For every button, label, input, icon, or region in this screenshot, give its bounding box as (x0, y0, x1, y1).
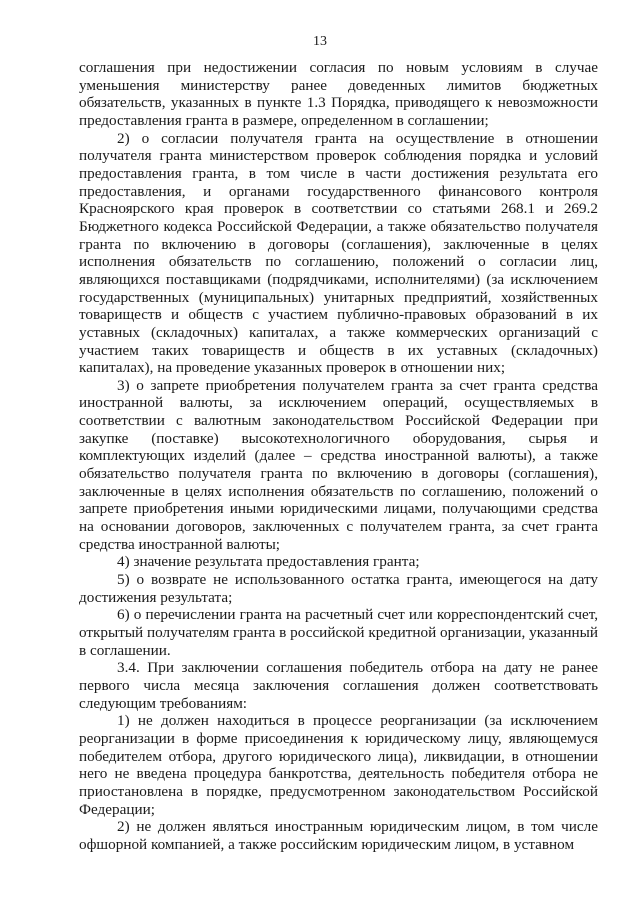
paragraph-item-2-audit-consent: 2) о согласии получателя гранта на осуществление в отношении получателя гранта министерством проверок соблюдения порядка и условий предоставления гранта, в том числе в части достижения результата его предоставления, и органами государственного финансового контроля Красноярского края проверок в соответствии со статьями 268.1 и 269.2 Бюджетного кодекса Российской Федерации, а также обязательство получателя гранта по включению в договоры (соглашения), заключенные в целях исполнения обязательств по соглашению, положений о согласии лиц, являющихся поставщиками (подрядчиками, исполнителями) (за исключением государственных (муниципальных) унитарных предприятий, хозяйственных товариществ и обществ с участием публично-правовых образований в их уставных (складочных) капиталах, а также коммерческих организаций с участием таких товариществ и обществ в их уставных (складочных) капиталах), на проведение указанных проверок в отношении них; (79, 129, 598, 377)
paragraph-requirement-2: 2) не должен являться иностранным юридическим лицом, в том числе офшорной компанией, а также российским юридическим лицом, в уставном (79, 818, 598, 853)
paragraph-item-3-foreign-currency-ban: 3) о запрете приобретения получателем гранта за счет гранта средства иностранной валюты, за исключением операций, осуществляемых в соответствии с валютным законодательством Российской Федерации при закупке (поставке) высокотехнологичного оборудования, сырья и комплектующих изделий (далее – средства иностранной валюты), а также обязательство получателя гранта по включению в договоры (соглашения), заключенные в целях исполнения обязательств по соглашению, положений о запрете приобретения иными юридическими лицами, получающими средства на основании договоров, заключенных с получателем гранта, за счет гранта средства иностранной валюты; (79, 376, 598, 553)
paragraph-section-3-4: 3.4. При заключении соглашения победитель отбора на дату не ранее первого числа месяца заключения соглашения должен соответствовать следующим требованиям: (79, 659, 598, 712)
paragraph-item-5-refund: 5) о возврате не использованного остатка гранта, имеющегося на дату достижения результата; (79, 571, 598, 606)
paragraph-continuation: соглашения при недостижении согласия по новым условиям в случае уменьшения министерству ранее доведенных лимитов бюджетных обязательств, указанных в пункте 1.3 Порядка, приводящего к невозможности предоставления гранта в размере, определенном в соглашении; (79, 59, 598, 129)
paragraph-requirement-1: 1) не должен находиться в процессе реорганизации (за исключением реорганизации в форме присоединения к юридическому лицу, являющемуся победителем отбора, другого юридического лица), ликвидации, в отношении него не введена процедура банкротства, деятельность победителя отбора не приостановлена в порядке, предусмотренном законодательством Российской Федерации; (79, 712, 598, 818)
paragraph-item-4-result-value: 4) значение результата предоставления гранта; (117, 553, 420, 571)
page-number: 13 (313, 34, 327, 49)
paragraph-item-6-transfer: 6) о перечислении гранта на расчетный счет или корреспондентский счет, открытый получателям гранта в российской кредитной организации, указанный в соглашении. (79, 606, 598, 659)
document-body (79, 59, 598, 854)
